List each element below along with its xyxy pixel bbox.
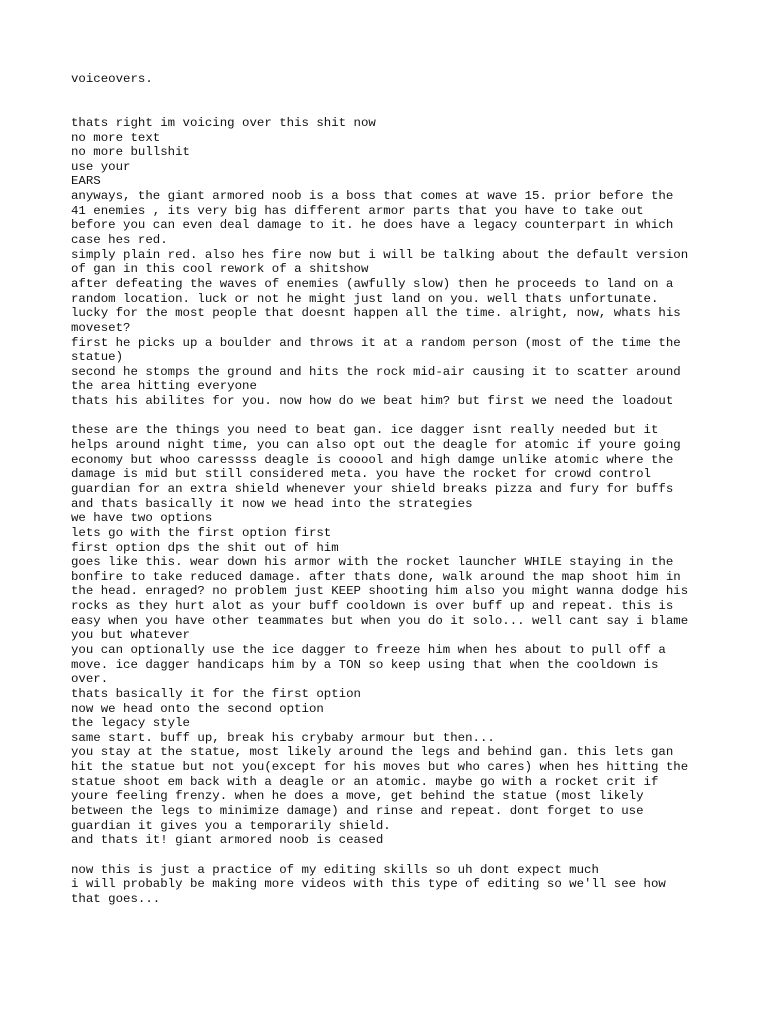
text-line: helps around night time, you can also opt out the deagle for atomic if youre going: [71, 438, 681, 453]
text-line: [71, 87, 731, 102]
text-line: now this is just a practice of my editing skills so uh dont expect much: [71, 862, 599, 877]
text-line: you stay at the statue, most likely around the legs and behind gan. this lets gan: [71, 745, 674, 760]
text-line: rocks as they hurt alot as your buff cooldown is over buff up and repeat. this is: [71, 599, 674, 614]
text-line: lets go with the first option first: [71, 525, 332, 540]
text-line: no more bullshit: [71, 145, 190, 160]
text-line: the head. enraged? no problem just KEEP shooting him also you might wanna dodge his: [71, 584, 689, 599]
text-line: lucky for the most people that doesnt happen all the time. alright, now, whats his: [71, 306, 681, 321]
text-line: that goes...: [71, 891, 161, 906]
text-line: bonfire to take reduced damage. after thats done, walk around the map shoot him in: [71, 569, 681, 584]
text-line: anyways, the giant armored noob is a boss that comes at wave 15. prior before the: [71, 189, 674, 204]
text-line: [71, 848, 731, 863]
text-line: these are the things you need to beat gan. ice dagger isnt really needed but it: [71, 423, 659, 438]
text-line: 41 enemies , its very big has different armor parts that you have to take out: [71, 203, 644, 218]
text-line: we have two options: [71, 511, 213, 526]
text-line: moveset?: [71, 320, 131, 335]
text-line: first option dps the shit out of him: [71, 540, 339, 555]
text-line: first he picks up a boulder and throws it at a random person (most of the time the: [71, 335, 681, 350]
text-line: voiceovers.: [71, 72, 153, 86]
text-line: easy when you have other teammates but when you do it solo... well cant say i blame: [71, 613, 689, 628]
text-line: guardian it gives you a temporarily shield.: [71, 818, 391, 833]
text-line: move. ice dagger handicaps him by a TON so keep using that when the cooldown is: [71, 657, 659, 672]
text-line: over.: [71, 672, 109, 687]
text-line: the legacy style: [71, 716, 190, 731]
text-line: the area hitting everyone: [71, 379, 257, 394]
text-line: and thats basically it now we head into the strategies: [71, 496, 473, 511]
text-line: after defeating the waves of enemies (awfully slow) then he proceeds to land on a: [71, 276, 674, 291]
text-line: damage is mid but still considered meta. you have the rocket for crowd control: [71, 467, 651, 482]
text-line: and thats it! giant armored noob is ceased: [71, 833, 384, 848]
text-line: no more text: [71, 130, 161, 145]
text-line: between the legs to minimize damage) and rinse and repeat. dont forget to use: [71, 804, 644, 819]
text-line: thats right im voicing over this shit now: [71, 115, 376, 130]
text-line: before you can even deal damage to it. he does have a legacy counterpart in which: [71, 218, 674, 233]
text-line: case hes red.: [71, 233, 168, 248]
text-line: goes like this. wear down his armor with the rocket launcher WHILE staying in the: [71, 555, 674, 570]
text-line: hit the statue but not you(except for his moves but who cares) when hes hitting the: [71, 760, 689, 775]
text-line: statue): [71, 350, 124, 365]
text-line: use your: [71, 159, 131, 174]
text-line: guardian for an extra shield whenever your shield breaks pizza and fury for buffs: [71, 481, 674, 496]
text-line: i will probably be making more videos with this type of editing so we'll see how: [71, 877, 666, 892]
text-line: you but whatever: [71, 628, 190, 643]
text-line: [71, 409, 731, 424]
text-line: same start. buff up, break his crybaby armour but then...: [71, 730, 495, 745]
document-page: [71, 72, 731, 907]
text-line: statue shoot em back with a deagle or an atomic. maybe go with a rocket crit if: [71, 774, 659, 789]
text-line: youre feeling frenzy. when he does a move, get behind the statue (most likely: [71, 789, 644, 804]
text-line: thats basically it for the first option: [71, 686, 361, 701]
text-line: economy but whoo caressss deagle is cooool and high damge unlike atomic where the: [71, 452, 674, 467]
text-line: EARS: [71, 174, 101, 189]
text-line: of gan in this cool rework of a shitshow: [71, 262, 369, 277]
text-line: [71, 101, 731, 116]
text-line: random location. luck or not he might just land on you. well thats unfortunate.: [71, 291, 659, 306]
text-line: thats his abilites for you. now how do we beat him? but first we need the loadout: [71, 394, 674, 409]
text-line: now we head onto the second option: [71, 701, 324, 716]
text-line: second he stomps the ground and hits the rock mid-air causing it to scatter around: [71, 364, 681, 379]
text-line: you can optionally use the ice dagger to freeze him when hes about to pull off a: [71, 642, 666, 657]
text-line: simply plain red. also hes fire now but i will be talking about the default version: [71, 247, 689, 262]
